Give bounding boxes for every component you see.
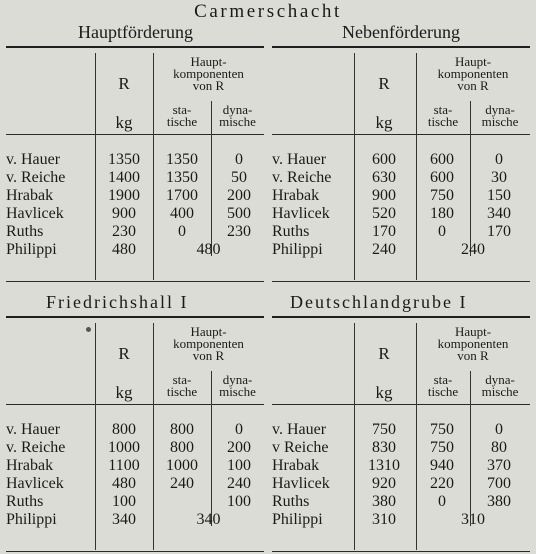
row-name: Philippi [272,511,323,528]
table-row [6,223,264,240]
value-r: 480 [112,241,136,258]
value-dynamische: 200 [227,187,251,204]
table-row [6,421,264,438]
header-dynamische: dyna- [485,102,515,117]
value-r: 310 [372,511,396,528]
value-r: 1000 [108,439,140,456]
table-row [6,457,264,474]
value-statische: 240 [170,475,194,492]
value-r: 900 [112,205,136,222]
table-panel [6,292,264,554]
header-statische: tische [166,384,198,399]
value-dynamische: 50 [231,169,247,186]
value-statische: 800 [170,421,194,438]
header-kg: kg [115,113,133,132]
header-hauptkomponenten: komponenten [173,66,244,81]
table-panel [272,22,530,284]
header-hauptkomponenten: von R [192,78,225,93]
panel-title: Hauptförderung [78,22,193,42]
value-statische: 400 [170,205,194,222]
print-speck [86,327,91,332]
row-name: v. Reiche [272,169,332,186]
header-hauptkomponenten: komponenten [173,336,244,351]
row-name: Ruths [6,223,44,240]
header-hauptkomponenten: Haupt- [454,324,492,339]
row-name: Hrabak [6,457,54,474]
header-statische: sta- [433,372,453,387]
table-row [272,151,530,168]
header-kg: kg [375,113,393,132]
value-r: 340 [112,511,136,528]
value-dynamische: 100 [227,493,251,510]
header-dynamische: mische [219,384,256,399]
header-hauptkomponenten: Haupt- [190,324,227,339]
table-panel [272,292,530,554]
value-dynamische: 80 [491,439,507,456]
table-row [6,493,264,510]
value-dynamische: 0 [495,421,503,438]
value-r: 800 [112,421,136,438]
header-statische: sta- [172,102,192,117]
value-r: 170 [372,223,396,240]
table-row [6,151,264,168]
table-row [272,187,530,204]
row-name: Ruths [6,493,44,510]
value-dynamische: 240 [227,475,251,492]
value-dynamische: 150 [487,187,511,204]
page-title: Carmerschacht [194,1,342,22]
table-row [272,421,530,438]
value-dynamische: 200 [227,439,251,456]
value-r: 1100 [108,457,140,474]
row-name: Hrabak [6,187,54,204]
header-dynamische: mische [481,384,519,399]
row-name: Hrabak [272,457,320,474]
table-row [272,439,530,456]
table-row [272,511,530,528]
row-name: v. Reiche [6,439,66,456]
header-hauptkomponenten: Haupt- [190,54,227,69]
value-dynamische: 700 [487,475,511,492]
table-row [272,169,530,186]
row-name: Hrabak [272,187,320,204]
row-name: Ruths [272,223,310,240]
value-statische: 180 [430,205,454,222]
value-r: 230 [112,223,136,240]
header-r: R [118,344,130,363]
panel-title: Friedrichshall I [46,292,189,312]
header-dynamische: mische [481,114,519,129]
value-statische: 750 [430,421,454,438]
value-dynamische: 500 [227,205,251,222]
value-statische: 600 [430,169,454,186]
row-name: Havlicek [272,475,330,492]
value-dynamische: 0 [235,421,243,438]
value-statische: 750 [430,187,454,204]
row-name: Ruths [272,493,310,510]
table-panel [6,22,264,284]
table-row [272,457,530,474]
table-row [272,205,530,222]
value-statische: 0 [438,493,446,510]
row-name: v. Hauer [6,151,61,168]
table-row [6,187,264,204]
value-dynamische: 230 [227,223,251,240]
value-statische: 940 [430,457,454,474]
value-r: 750 [372,421,396,438]
header-statische: tische [166,114,198,129]
header-r: R [118,74,130,93]
table-row [272,493,530,510]
value-r: 1310 [368,457,400,474]
value-r: 240 [372,241,396,258]
header-hauptkomponenten: von R [457,78,489,93]
table-row [272,223,530,240]
value-dynamische: 370 [487,457,511,474]
row-name: Havlicek [6,475,64,492]
value-r: 1400 [108,169,140,186]
value-dynamische: 0 [235,151,243,168]
value-statische: 1000 [166,457,198,474]
value-r: 480 [112,475,136,492]
value-r: 830 [372,439,396,456]
row-name: Havlicek [272,205,330,222]
value-r: 1350 [108,151,140,168]
table-row [6,205,264,222]
value-statische: 0 [178,223,186,240]
header-hauptkomponenten: Haupt- [454,54,492,69]
value-dynamische: 170 [487,223,511,240]
header-statische: tische [427,114,459,129]
top-rule [6,316,264,318]
row-name: v. Hauer [272,421,327,438]
table-row [272,241,530,258]
table-row [6,475,264,492]
row-name: v. Reiche [6,169,66,186]
value-statische: 1700 [166,187,198,204]
value-dynamische: 100 [227,457,251,474]
table-row [272,475,530,492]
value-statische: 600 [430,151,454,168]
value-r: 380 [372,493,396,510]
row-name: Philippi [6,511,57,528]
value-r: 1900 [108,187,140,204]
value-statische: 800 [170,439,194,456]
value-dynamische: 30 [491,169,507,186]
value-statische: 1350 [166,169,198,186]
header-rule [272,404,530,405]
header-hauptkomponenten: von R [457,348,489,363]
value-dynamische: 0 [495,151,503,168]
row-name: v Reiche [272,439,329,456]
value-r: 900 [372,187,396,204]
header-rule [272,134,530,135]
header-hauptkomponenten: von R [192,348,225,363]
value-merged: 240 [461,241,485,258]
row-name: v. Hauer [272,151,327,168]
row-name: v. Hauer [6,421,61,438]
value-statische: 1350 [166,151,198,168]
header-rule [6,134,264,135]
table-row [6,511,264,528]
value-dynamische: 340 [487,205,511,222]
row-name: Philippi [272,241,323,258]
value-r: 520 [372,205,396,222]
value-merged: 310 [461,511,485,528]
header-r: R [378,344,390,363]
top-rule [6,46,264,48]
header-rule [6,404,264,405]
header-statische: sta- [433,102,453,117]
value-r: 920 [372,475,396,492]
panel-title: Nebenförderung [342,22,460,42]
table-row [6,439,264,456]
value-statische: 0 [438,223,446,240]
top-rule [272,316,530,318]
header-statische: tische [427,384,459,399]
header-r: R [378,74,390,93]
header-hauptkomponenten: komponenten [437,66,509,81]
table-row [6,169,264,186]
row-name: Philippi [6,241,57,258]
row-name: Havlicek [6,205,64,222]
header-dynamische: mische [219,114,256,129]
value-statische: 220 [430,475,454,492]
value-r: 600 [372,151,396,168]
header-kg: kg [375,383,393,402]
value-merged: 340 [196,511,221,528]
header-kg: kg [115,383,133,402]
panel-title: Deutschlandgrube I [290,292,468,312]
bottom-rule [272,281,530,282]
value-merged: 480 [196,241,221,258]
header-dynamische: dyna- [222,372,253,387]
value-dynamische: 380 [487,493,511,510]
value-r: 100 [112,493,136,510]
top-rule [272,46,530,48]
value-r: 630 [372,169,396,186]
header-hauptkomponenten: komponenten [437,336,509,351]
header-statische: sta- [172,372,192,387]
table-row [6,241,264,258]
header-dynamische: dyna- [485,372,515,387]
bottom-rule [6,281,264,282]
value-statische: 750 [430,439,454,456]
header-dynamische: dyna- [222,102,253,117]
